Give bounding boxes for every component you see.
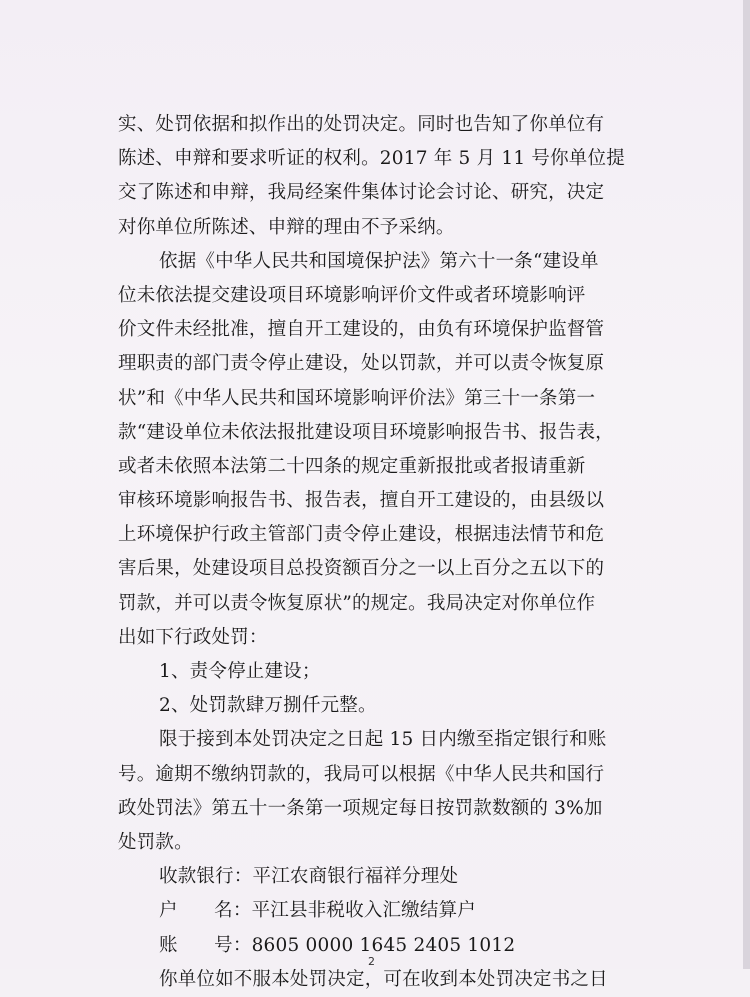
text-line: 理职责的部门责令停止建设，处以罚款，并可以责令恢复原 <box>118 353 605 375</box>
text-line: 出如下行政处罚： <box>118 626 268 648</box>
document-body <box>118 108 638 997</box>
text-line: 款“建设单位未依法报批建设项目环境影响报告书、报告表， <box>118 421 614 443</box>
page-number: 2 <box>368 955 375 968</box>
text-line: 交了陈述和申辩，我局经案件集体讨论会讨论、研究，决定 <box>118 182 605 204</box>
text-line: 实、处罚依据和拟作出的处罚决定。同时也告知了你单位有 <box>118 114 605 135</box>
text-line: 罚款，并可以责令恢复原状”的规定。我局决定对你单位作 <box>118 592 596 614</box>
text-line: 位未依法提交建设项目环境影响评价文件或者环境影响评 <box>118 284 586 306</box>
text-line: 审核环境影响报告书、报告表，擅自开工建设的，由县级以 <box>118 490 605 512</box>
text-line: 状”和《中华人民共和国环境影响评价法》第三十一条第一 <box>118 387 596 409</box>
text-line: 2、处罚款肆万捌仟元整。 <box>159 695 377 717</box>
text-line: 号。逾期不缴纳罚款的，我局可以根据《中华人民共和国行 <box>118 763 605 785</box>
text-line: 处罚款。 <box>118 831 193 853</box>
text-line: 对你单位所陈述、申辩的理由不予采纳。 <box>118 216 455 238</box>
text-line: 账 号：8605 0000 1645 2405 1012 <box>159 934 516 956</box>
text-line: 政处罚法》第五十一条第一项规定每日按罚款数额的 3%加 <box>118 797 603 819</box>
text-line: 收款银行：平江农商银行福祥分理处 <box>159 866 459 888</box>
text-line: 1、责令停止建设； <box>159 661 321 682</box>
text-line: 户 名：平江县非税收入汇缴结算户 <box>159 900 476 922</box>
text-line: 害后果，处建设项目总投资额百分之一以上百分之五以下的 <box>118 558 605 580</box>
text-line: 价文件未经批准，擅自开工建设的，由负有环境保护监督管 <box>118 319 605 341</box>
text-line: 陈述、申辩和要求听证的权利。2017 年 5 月 11 号你单位提 <box>118 148 625 170</box>
text-line: 或者未依照本法第二十四条的规定重新报批或者报请重新 <box>118 455 586 477</box>
text-line: 限于接到本处罚决定之日起 15 日内缴至指定银行和账 <box>159 729 607 751</box>
text-line: 依据《中华人民共和国境保护法》第六十一条“建设单 <box>159 250 599 272</box>
text-line: 你单位如不服本处罚决定，可在收到本处罚决定书之日 <box>159 968 608 990</box>
text-line: 上环境保护行政主管部门责令停止建设，根据违法情节和危 <box>118 524 605 546</box>
scan-edge <box>743 0 750 969</box>
